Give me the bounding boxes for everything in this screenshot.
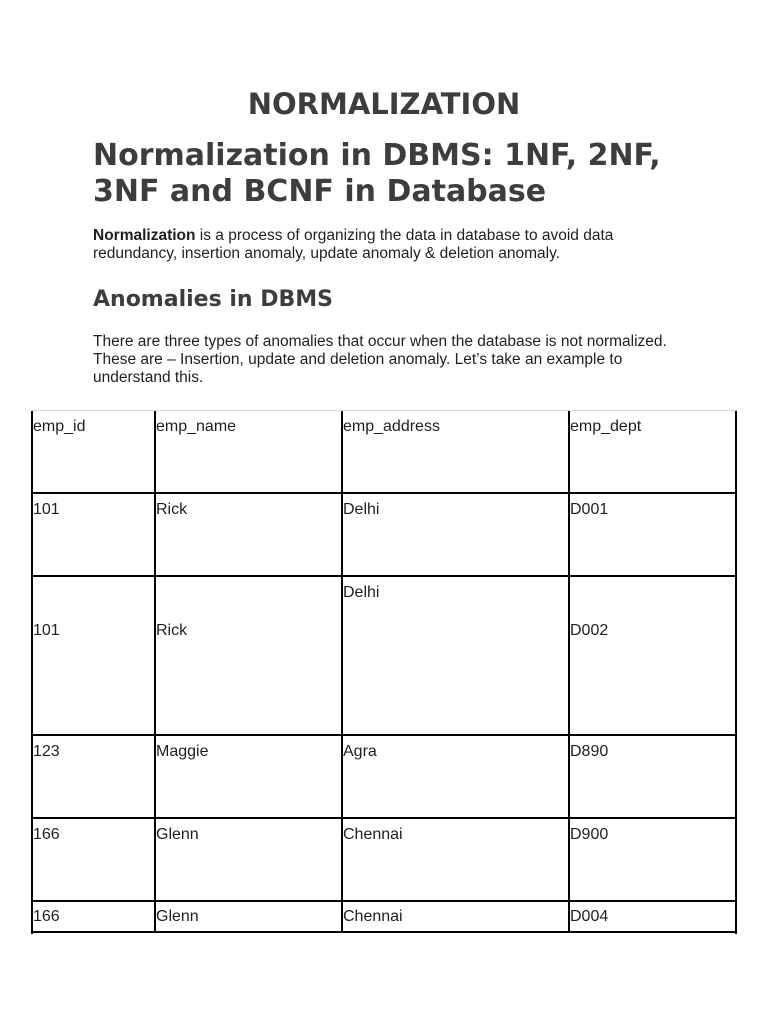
intro-bold-term: Normalization <box>93 227 196 244</box>
table-cell: Rick <box>156 622 188 639</box>
column-divider <box>568 411 570 931</box>
table-border-right <box>735 411 737 934</box>
row-divider <box>33 492 735 494</box>
row-divider <box>33 734 735 736</box>
table-cell: Rick <box>156 501 188 518</box>
table-cell: Delhi <box>343 584 380 601</box>
table-cell: Glenn <box>156 908 199 925</box>
table-header-cell: emp_address <box>343 418 440 435</box>
table-cell: Glenn <box>156 826 199 843</box>
table-cell: Maggie <box>156 743 209 760</box>
row-divider <box>33 575 735 577</box>
table-cell: 166 <box>33 826 60 843</box>
column-divider <box>154 411 156 931</box>
table-cell: Delhi <box>343 501 380 518</box>
table-header-cell: emp_name <box>156 418 237 435</box>
table-cell: D002 <box>570 622 609 639</box>
table-cell: Chennai <box>343 908 403 925</box>
anomalies-heading: Anomalies in DBMS <box>93 287 333 312</box>
table-cell: 101 <box>33 622 60 639</box>
table-header-cell: emp_dept <box>570 418 642 435</box>
column-divider <box>341 411 343 931</box>
table-cell: 101 <box>33 501 60 518</box>
table-border-left <box>31 411 33 934</box>
main-heading: Normalization in DBMS: 1NF, 2NF, 3NF and BCNF in Database <box>93 138 661 209</box>
intro-paragraph <box>93 227 693 263</box>
intro-text: is a process of organizing the data in database to avoid data redundancy, insertion anomaly, update anomaly & deletion anomaly. <box>93 227 614 262</box>
table-border-bottom <box>31 931 737 933</box>
table-cell: D890 <box>570 743 609 760</box>
table-cell: 123 <box>33 743 60 760</box>
table-cell: 166 <box>33 908 60 925</box>
table-cell: D004 <box>570 908 609 925</box>
row-divider <box>33 817 735 819</box>
table-cell: Chennai <box>343 826 403 843</box>
document-title: NORMALIZATION <box>247 87 521 121</box>
table-top-edge <box>32 410 737 411</box>
table-cell: Agra <box>343 743 377 760</box>
row-divider <box>33 900 735 902</box>
table-cell: D900 <box>570 826 609 843</box>
table-cell: D001 <box>570 501 609 518</box>
table-header-cell: emp_id <box>33 418 86 435</box>
anomalies-paragraph: There are three types of anomalies that occur when the database is not normalized. These are – Insertion, update and deletion anomaly. Let’s take an example to understand this. <box>93 333 667 386</box>
